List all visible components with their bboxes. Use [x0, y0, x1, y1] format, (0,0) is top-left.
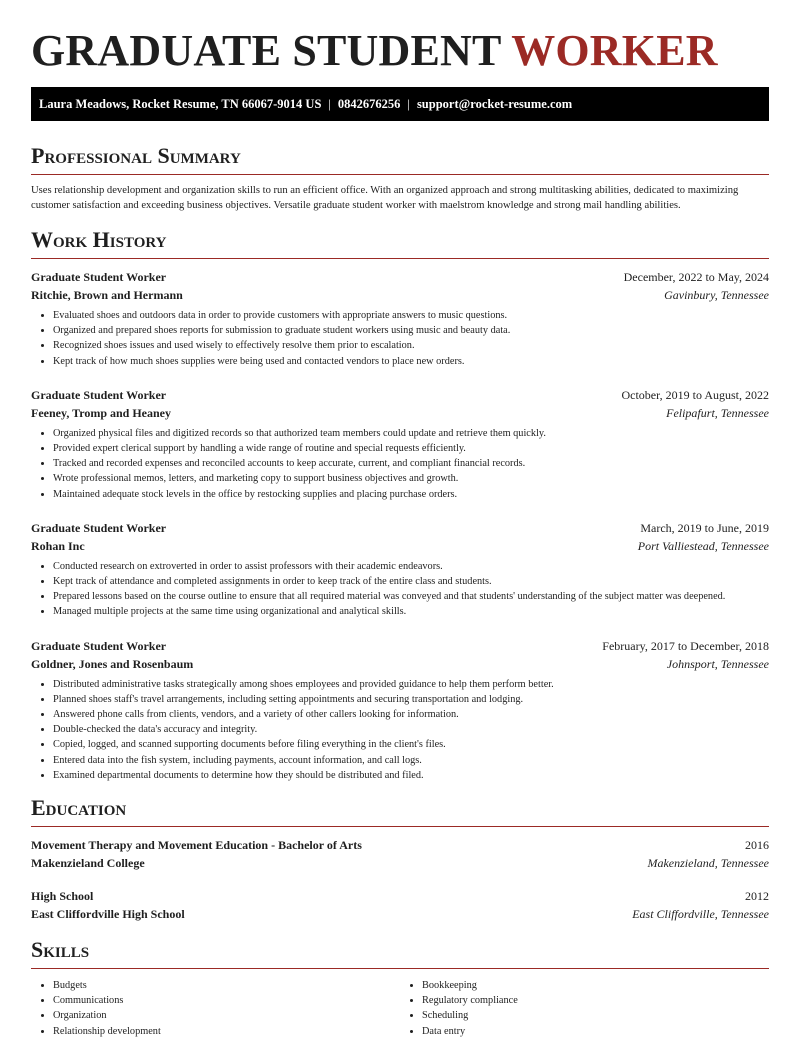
skill-item: • Communications — [53, 993, 400, 1008]
skill-item: • Scheduling — [422, 1008, 769, 1023]
job-bullet: • Planned shoes staff's travel arrangements, including setting appointments and securing transportation and lodging. — [53, 692, 769, 707]
job-bullet: • Managed multiple projects at the same time using organizational and analytical skills. — [53, 604, 769, 619]
skill-item: • Relationship development — [53, 1024, 400, 1039]
job-dates: December, 2022 to May, 2024 — [623, 270, 769, 284]
school-location: Makenzieland, Tennessee — [647, 856, 769, 871]
skills-section — [31, 937, 769, 1039]
summary-section — [31, 143, 769, 213]
job-title: Graduate Student Worker — [31, 638, 167, 653]
section-divider — [31, 968, 769, 969]
job-title: Graduate Student Worker — [31, 520, 167, 535]
skill-item: • Bookkeeping — [422, 978, 769, 993]
education-entry — [31, 836, 769, 872]
company-name: Rohan Inc — [31, 538, 85, 553]
job-bullet: • Provided expert clerical support by handling a wide range of routine and special requests efficiently. — [53, 441, 769, 456]
job-bullet: • Tracked and recorded expenses and reconciled accounts to keep accurate, current, and compliant financial records. — [53, 456, 769, 471]
job-bullet: • Prepared lessons based on the course outline to ensure that all required material was conveyed and that students' understanding of the subject matter was deepened. — [53, 589, 769, 604]
job-bullet: • Double-checked the data's accuracy and integrity. — [53, 722, 769, 737]
contact-address: Laura Meadows, Rocket Resume, TN 66067-9014 US — [39, 97, 322, 111]
company-name: Feeney, Tromp and Heaney — [31, 405, 172, 420]
contact-phone: 0842676256 — [337, 97, 401, 111]
job-location: Port Valliestead, Tennessee — [637, 538, 769, 553]
title-main: GRADUATE STUDENT — [31, 26, 501, 75]
school-location: East Cliffordville, Tennessee — [632, 907, 769, 922]
job-bullet: • Organized physical files and digitized records so that authorized team members could update and retrieve them quickly. — [53, 426, 769, 441]
job-entry — [31, 268, 769, 369]
job-bullet: • Evaluated shoes and outdoors data in order to provide customers with appropriate answers to music questions. — [53, 308, 769, 323]
work-history-section — [31, 227, 769, 783]
job-bullets — [31, 426, 769, 502]
job-bullet: • Organized and prepared shoes reports for submission to graduate student workers using music and beauty data. — [53, 323, 769, 338]
job-location: Felipafurt, Tennessee — [666, 405, 769, 420]
job-bullet: • Distributed administrative tasks strategically among shoes employees and provided guidance to help them perform better. — [53, 677, 769, 692]
job-title: Graduate Student Worker — [31, 387, 167, 402]
skills-list-left — [31, 978, 400, 1039]
graduation-year: 2016 — [745, 838, 769, 853]
job-bullet: • Entered data into the fish system, including payments, account information, and call logs. — [53, 753, 769, 768]
company-name: Ritchie, Brown and Hermann — [31, 288, 183, 302]
resume-title — [31, 0, 769, 73]
job-location: Johnsport, Tennessee — [666, 656, 769, 671]
section-divider — [31, 826, 769, 827]
education-section — [31, 795, 769, 923]
degree-name: Movement Therapy and Movement Education - Bachelor of Arts — [31, 838, 362, 853]
job-bullet: • Wrote professional memos, letters, and marketing copy to support business objectives and growth. — [53, 471, 769, 486]
job-dates: February, 2017 to December, 2018 — [602, 638, 769, 653]
job-bullet: • Kept track of how much shoes supplies were being used and contacted vendors to place new orders. — [53, 354, 769, 369]
skill-item: • Regulatory compliance — [422, 993, 769, 1008]
job-bullet: • Recognized shoes issues and used wisely to effectively resolve them prior to escalation. — [53, 338, 769, 353]
education-entry — [31, 887, 769, 923]
job-title: Graduate Student Worker — [31, 270, 167, 284]
contact-email: support@rocket-resume.com — [416, 97, 573, 111]
job-entry — [31, 519, 769, 620]
job-bullet: • Examined departmental documents to determine how they should be distributed and filed. — [53, 768, 769, 783]
skills-columns — [31, 978, 769, 1039]
graduation-year: 2012 — [745, 889, 769, 904]
skill-item: • Organization — [53, 1008, 400, 1023]
contact-separator: | — [407, 97, 410, 111]
job-bullet: • Conducted research on extroverted in order to assist professors with their academic endeavors. — [53, 559, 769, 574]
job-entry — [31, 386, 769, 502]
school-name: East Cliffordville High School — [31, 907, 185, 922]
job-bullet: • Maintained adequate stock levels in the office by restocking supplies and placing purchase orders. — [53, 487, 769, 502]
job-bullets — [31, 677, 769, 783]
summary-heading: Professional Summary — [31, 143, 241, 168]
job-location: Gavinbury, Tennessee — [664, 288, 769, 302]
job-dates: October, 2019 to August, 2022 — [621, 387, 769, 402]
job-bullet: • Copied, logged, and scanned supporting documents before filing everything in the client's files. — [53, 737, 769, 752]
section-divider — [31, 174, 769, 175]
job-entry — [31, 637, 769, 783]
skills-list-right — [400, 978, 769, 1039]
job-bullet: • Kept track of attendance and completed assignments in order to keep track of the entire class and students. — [53, 574, 769, 589]
job-dates: March, 2019 to June, 2019 — [640, 520, 769, 535]
skill-item: • Budgets — [53, 978, 400, 993]
degree-name: High School — [31, 889, 94, 904]
work-history-heading: Work History — [31, 227, 167, 252]
job-bullets — [31, 308, 769, 369]
title-accent: WORKER — [511, 26, 718, 75]
section-divider — [31, 258, 769, 259]
school-name: Makenzieland College — [31, 856, 145, 871]
contact-bar — [31, 87, 769, 121]
company-name: Goldner, Jones and Rosenbaum — [31, 656, 194, 671]
job-bullets — [31, 559, 769, 620]
job-bullet: • Answered phone calls from clients, vendors, and a variety of other callers looking for information. — [53, 707, 769, 722]
skill-item: • Data entry — [422, 1024, 769, 1039]
education-heading: Education — [31, 795, 127, 821]
skills-heading: Skills — [31, 937, 90, 963]
contact-separator: | — [328, 97, 331, 111]
summary-text: Uses relationship development and organization skills to run an efficient office. With an organized approach and strong multitasking abilities, dedicated to maximizing customer satisfaction and exceeding business objectives. Versatile graduate student worker with maelstrom knowledge and strong mail handling abilities. — [31, 185, 739, 211]
